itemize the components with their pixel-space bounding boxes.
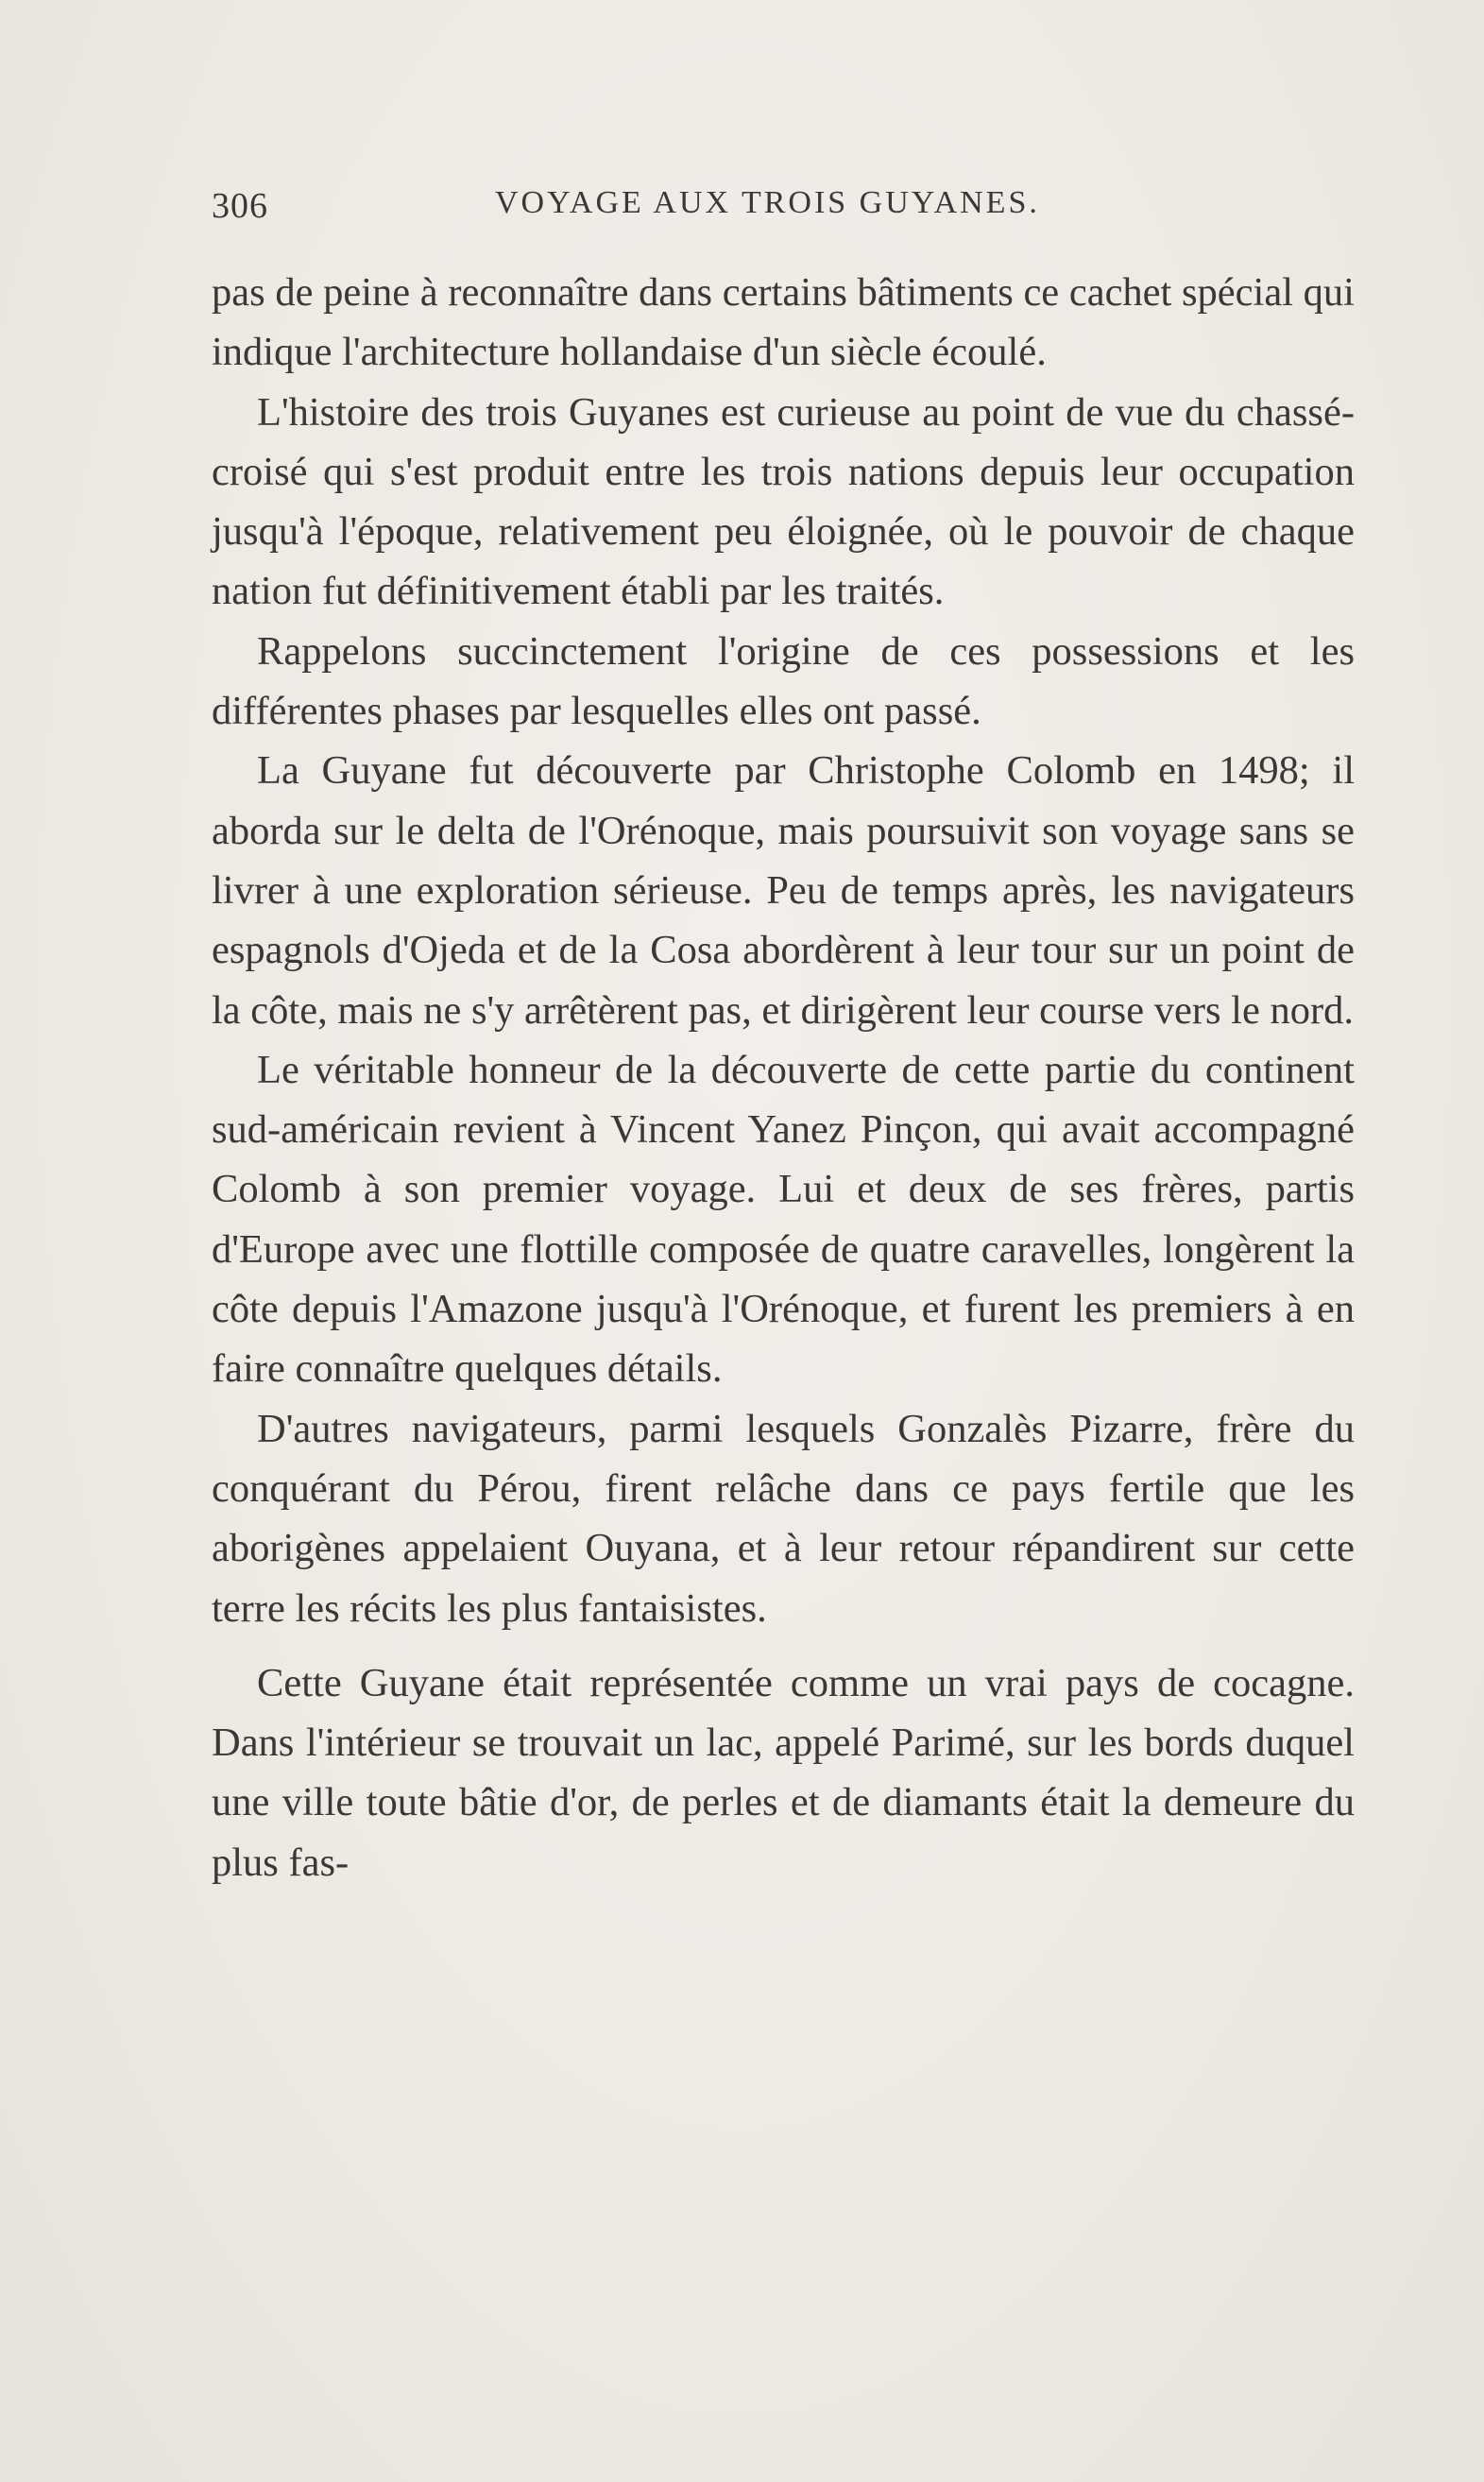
paragraph-continuation: pas de peine à reconnaître dans certains bâtiments ce cachet spécial qui indique l'architecture hollandaise d'un siècle écoulé. xyxy=(212,270,1355,375)
paragraph-cocagne: Cette Guyane était représentée comme un vrai pays de cocagne. Dans l'intérieur se trouvait un lac, appelé Parimé, sur les bords duquel une ville toute bâtie d'or, de perles et de diamants était la demeure du plus fas- xyxy=(212,1660,1355,1885)
page-header xyxy=(212,185,1355,242)
paragraph-other-navigators: D'autres navigateurs, parmi lesquels Gonzalès Pizarre, frère du conquérant du Pérou, firent relâche dans ce pays fertile que les aborigènes appelaient Ouyana, et à leur retour répandirent sur cette terre les récits les plus fantaisistes. xyxy=(212,1406,1355,1631)
paragraph-rappelons: Rappelons succinctement l'origine de ces possessions et les différentes phases par lesquelles elles ont passé. xyxy=(212,628,1355,734)
body-text xyxy=(212,263,1355,1892)
page-number: 306 xyxy=(212,186,268,226)
paragraph-discovery-colomb: La Guyane fut découverte par Christophe Colomb en 1498; il aborda sur le delta de l'Orénoque, mais poursuivit son voyage sans se livrer à une exploration sérieuse. Peu de temps après, les navigateurs espagnols d'Ojeda et de la Cosa abordèrent à leur tour sur un point de la côte, mais ne s'y arrêtèrent pas, et dirigèrent leur course vers le nord. xyxy=(212,748,1355,1033)
running-title: VOYAGE AUX TROIS GUYANES. xyxy=(495,185,1040,220)
paragraph-pincon: Le véritable honneur de la découverte de cette partie du continent sud-américain revient à Vincent Yanez Pinçon, qui avait accompagné Colomb à son premier voyage. Lui et deux de ses frères, partis d'Europe avec une flottille composée de quatre caravelles, longèrent la côte depuis l'Amazone jusqu'à l'Orénoque, et furent les premiers à en faire connaître quelques détails. xyxy=(212,1047,1355,1392)
paragraph-history-guyanes: L'histoire des trois Guyanes est curieuse au point de vue du chassé-croisé qui s'est produit entre les trois nations depuis leur occupation jusqu'à l'époque, relativement peu éloignée, où le pouvoir de chaque nation fut définitivement établi par les traités. xyxy=(212,389,1355,614)
